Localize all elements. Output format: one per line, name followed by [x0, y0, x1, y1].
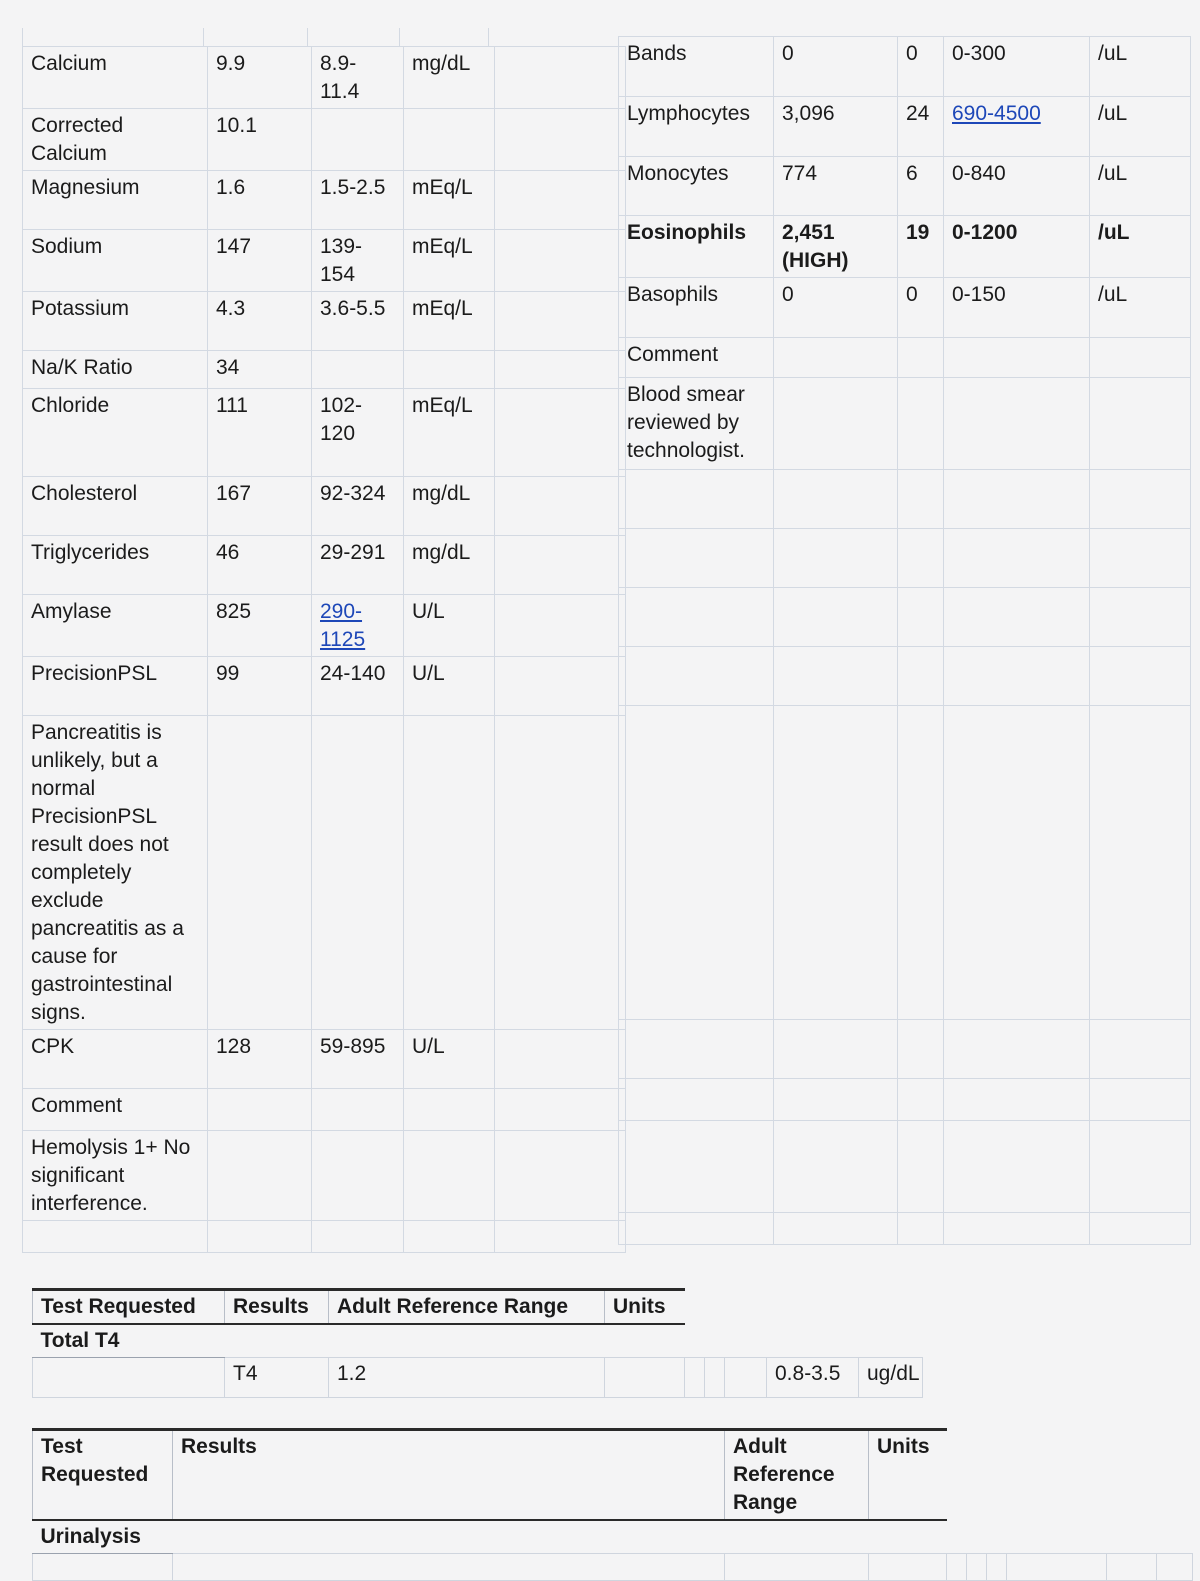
result-value: 1.2 [329, 1358, 605, 1398]
test-name: Eosinophils [619, 216, 774, 278]
table-header [33, 1430, 1193, 1521]
reference-range: 59-895 [312, 1030, 404, 1089]
reference-range: 29-291 [312, 536, 404, 595]
units: /uL [1090, 157, 1191, 216]
header-units: Units [869, 1430, 947, 1521]
table-row [23, 1089, 626, 1131]
test-name: Corrected Calcium [23, 109, 208, 171]
table-row [23, 351, 626, 389]
table-row [23, 1221, 626, 1253]
reference-range: 3.6-5.5 [312, 292, 404, 351]
header-results: Results [225, 1290, 329, 1325]
units: /uL [1090, 97, 1191, 157]
table-row-high [619, 216, 1191, 278]
result-value: 147 [208, 230, 312, 292]
result-value: 774 [774, 157, 898, 216]
comment-text: Pancreatitis is unlikely, but a normal PrecisionPSL result does not completely exclude pancreatitis as a cause for gastrointestinal signs. [23, 716, 208, 1030]
section-row [33, 1324, 923, 1358]
grid-line [203, 28, 204, 46]
reference-range: 0-1200 [944, 216, 1090, 278]
percent-value: 0 [898, 37, 944, 97]
reference-range: 92-324 [312, 477, 404, 536]
units: mEq/L [404, 171, 495, 230]
units: mEq/L [404, 230, 495, 292]
table-row [619, 37, 1191, 97]
cbc-table [618, 36, 1191, 1245]
table-row [23, 47, 626, 109]
table-row [23, 171, 626, 230]
reference-range-link[interactable]: 290-1125 [320, 600, 366, 651]
test-name: Na/K Ratio [23, 351, 208, 389]
units: /uL [1090, 37, 1191, 97]
units: U/L [404, 1030, 495, 1089]
units: mg/dL [404, 47, 495, 109]
table-row [23, 716, 626, 1030]
result-value: 1.6 [208, 171, 312, 230]
reference-range: 0-840 [944, 157, 1090, 216]
test-name: Triglycerides [23, 536, 208, 595]
table-row [23, 292, 626, 351]
header-units: Units [605, 1290, 685, 1325]
units: mEq/L [404, 292, 495, 351]
test-name: Calcium [23, 47, 208, 109]
result-value: 10.1 [208, 109, 312, 171]
test-name: T4 [225, 1358, 329, 1398]
table-row [23, 230, 626, 292]
units: mg/dL [404, 477, 495, 536]
urinalysis-table [32, 1428, 1193, 1581]
table-row [23, 536, 626, 595]
reference-range: 0.8-3.5 [767, 1358, 859, 1398]
header-reference-range: Adult Reference Range [725, 1430, 869, 1521]
header-reference-range: Adult Reference Range [329, 1290, 605, 1325]
result-value: 0 [774, 278, 898, 338]
units: /uL [1090, 216, 1191, 278]
percent-value: 6 [898, 157, 944, 216]
section-title: Total T4 [33, 1324, 225, 1358]
header-test-requested: Test Requested [33, 1290, 225, 1325]
comment-text: Blood smear reviewed by technologist. [619, 378, 774, 470]
test-name: Lymphocytes [619, 97, 774, 157]
percent-value: 19 [898, 216, 944, 278]
t4-table [32, 1288, 923, 1398]
chemistry-table [22, 46, 626, 1253]
comment-label: Comment [619, 338, 774, 378]
result-value: 128 [208, 1030, 312, 1089]
result-value: 99 [208, 657, 312, 716]
test-name: Cholesterol [23, 477, 208, 536]
reference-range: 1.5-2.5 [312, 171, 404, 230]
table-row [619, 97, 1191, 157]
percent-value: 24 [898, 97, 944, 157]
result-value: 3,096 [774, 97, 898, 157]
grid-line [488, 28, 489, 46]
section-row [33, 1520, 1193, 1554]
section-title: Urinalysis [33, 1520, 173, 1554]
test-name: Amylase [23, 595, 208, 657]
test-name: Chloride [23, 389, 208, 477]
test-name: CPK [23, 1030, 208, 1089]
units: mEq/L [404, 389, 495, 477]
test-name: PrecisionPSL [23, 657, 208, 716]
units: mg/dL [404, 536, 495, 595]
result-value: 167 [208, 477, 312, 536]
table-row [619, 157, 1191, 216]
test-name: Sodium [23, 230, 208, 292]
table-header [33, 1290, 923, 1325]
header-test-requested: Test Requested [33, 1430, 173, 1521]
reference-range: 139-154 [312, 230, 404, 292]
units: U/L [404, 657, 495, 716]
result-value: 34 [208, 351, 312, 389]
table-row [619, 278, 1191, 338]
test-name: Magnesium [23, 171, 208, 230]
table-row [619, 378, 1191, 470]
table-row [23, 657, 626, 716]
result-value: 2,451 (HIGH) [774, 216, 898, 278]
result-value: 111 [208, 389, 312, 477]
units: U/L [404, 595, 495, 657]
table-row [23, 1030, 626, 1089]
result-value: 46 [208, 536, 312, 595]
table-row [33, 1554, 1193, 1581]
result-value: 0 [774, 37, 898, 97]
table-row [619, 338, 1191, 378]
test-name: Potassium [23, 292, 208, 351]
result-value: 825 [208, 595, 312, 657]
grid-line [307, 28, 308, 46]
units: ug/dL [859, 1358, 923, 1398]
table-row [23, 595, 626, 657]
table-row [23, 389, 626, 477]
result-value: 9.9 [208, 47, 312, 109]
test-name: Monocytes [619, 157, 774, 216]
reference-range: 0-300 [944, 37, 1090, 97]
reference-range: 0-150 [944, 278, 1090, 338]
comment-text: Hemolysis 1+ No significant interference. [23, 1131, 208, 1221]
test-name: Basophils [619, 278, 774, 338]
table-row [33, 1358, 923, 1398]
units: /uL [1090, 278, 1191, 338]
test-name: Bands [619, 37, 774, 97]
comment-label: Comment [23, 1089, 208, 1131]
reference-range: 24-140 [312, 657, 404, 716]
reference-range-link[interactable]: 690-4500 [952, 102, 1041, 125]
table-row [23, 1131, 626, 1221]
result-value: 4.3 [208, 292, 312, 351]
table-row [23, 109, 626, 171]
table-row [23, 477, 626, 536]
grid-line [399, 28, 400, 46]
grid-line [22, 28, 23, 46]
reference-range: 102-120 [312, 389, 404, 477]
header-results: Results [173, 1430, 725, 1521]
percent-value: 0 [898, 278, 944, 338]
reference-range: 8.9-11.4 [312, 47, 404, 109]
